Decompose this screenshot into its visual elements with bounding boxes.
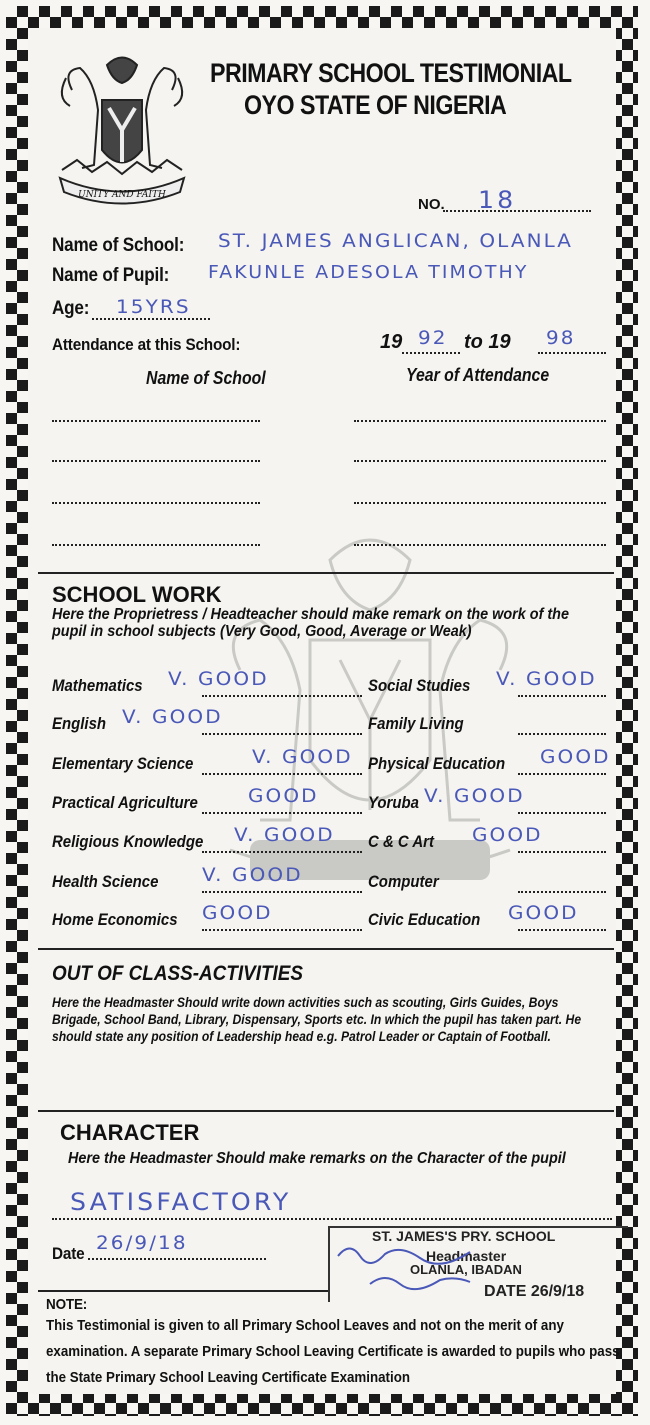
school-work-heading: SCHOOL WORK (52, 582, 222, 607)
subject-remark[interactable]: V. GOOD (202, 864, 303, 886)
subject-remark[interactable]: V. GOOD (424, 785, 525, 807)
note-label: NOTE: (46, 1296, 88, 1313)
character-dots (52, 1218, 612, 1220)
section-divider (38, 572, 614, 574)
date-dots (88, 1258, 266, 1260)
subject-remark-dots (518, 812, 606, 814)
subject-remark-dots (202, 851, 362, 853)
attendance-to-prefix: to 19 (464, 331, 511, 353)
subject-remark[interactable]: GOOD (508, 902, 579, 924)
subject-label: Elementary Science (52, 754, 194, 773)
subject-label: Yoruba (368, 793, 419, 812)
subject-label: Practical Agriculture (52, 793, 198, 812)
character-instructions: Here the Headmaster Should make remarks on the Character of the pupil (68, 1150, 566, 1167)
subject-remark-dots (518, 773, 606, 775)
number-label: NO. (418, 196, 445, 213)
subject-label: Home Economics (52, 910, 178, 929)
activities-instructions: Here the Headmaster Should write down activities such as scouting, Girls Guides, Boys Brigade, School Band, Library, Dispensary, Sports etc. In which the pupil has taken part. He should state any position of Leadership head e.g. Patrol Leader or Captain of Football. (52, 995, 582, 1044)
subject-label: English (52, 714, 107, 733)
attendance-to-value[interactable]: 98 (546, 327, 576, 349)
section-divider-3 (38, 1110, 614, 1112)
col-school-header: Name of School (146, 368, 266, 388)
subject-remark-dots (202, 891, 362, 893)
school-name-value[interactable]: ST. JAMES ANGLICAN, OLANLA (218, 230, 574, 252)
subject-remark-dots (202, 812, 362, 814)
school-row-1 (52, 420, 260, 422)
subject-remark-dots (518, 851, 606, 853)
subject-remark-dots (202, 733, 362, 735)
subject-label: Civic Education (368, 910, 481, 929)
stamp-line-1: ST. JAMES'S PRY. SCHOOL (372, 1228, 556, 1244)
subject-remark-dots (202, 929, 362, 931)
attendance-from-dots (402, 352, 460, 354)
year-row-4 (354, 544, 606, 546)
stamp-role: Headmaster (426, 1248, 507, 1264)
age-dots (92, 318, 210, 320)
subject-remark[interactable]: V. GOOD (122, 706, 223, 728)
title-line-1: PRIMARY SCHOOL TESTIMONIAL (210, 58, 572, 88)
motto-text: UNITY AND FAITH (78, 190, 166, 200)
subject-label: Physical Education (368, 754, 506, 773)
year-row-1 (354, 420, 606, 422)
subject-label: C & C Art (368, 832, 434, 851)
subject-label: Social Studies (368, 676, 471, 695)
school-row-4 (52, 544, 260, 546)
number-dots (443, 210, 591, 212)
subject-label: Health Science (52, 872, 159, 891)
character-remark[interactable]: SATISFACTORY (70, 1188, 292, 1216)
col-year-header: Year of Attendance (406, 365, 550, 385)
school-work-instructions: Here the Proprietress / Headteacher should make remark on the work of the pupil in school subjects (Very Good, Good, Average or Weak) (52, 606, 569, 640)
attendance-label: Attendance at this School: (52, 335, 241, 354)
subject-label: Computer (368, 872, 439, 891)
school-name-label: Name of School: (52, 235, 185, 256)
subject-label: Religious Knowledge (52, 832, 204, 851)
subject-label: Family Living (368, 714, 464, 733)
attendance-from-prefix: 19 (380, 331, 403, 353)
age-label: Age: (52, 298, 90, 319)
school-row-3 (52, 502, 260, 504)
coat-of-arms-emblem (52, 50, 192, 210)
title-line-2: OYO STATE OF NIGERIA (244, 90, 507, 120)
subject-remark-dots (518, 891, 606, 893)
subject-remark[interactable]: GOOD (540, 746, 611, 768)
attendance-from-value[interactable]: 92 (418, 327, 448, 349)
subject-remark[interactable]: GOOD (472, 824, 543, 846)
note-text: This Testimonial is given to all Primary School Leaves and not on the merit of any examination. A separate Primary School Leaving Certificate is awarded to pupils who pass the State Primary School Leaving Certificate Examination (46, 1318, 620, 1386)
attendance-to-dots (538, 352, 606, 354)
headmaster-signature (330, 1236, 490, 1296)
subject-remark-dots (202, 695, 362, 697)
subject-remark[interactable]: V. GOOD (168, 668, 269, 690)
date-value[interactable]: 26/9/18 (96, 1232, 188, 1254)
stamp-date: DATE 26/9/18 (484, 1283, 585, 1300)
subject-remark-dots (518, 929, 606, 931)
number-value[interactable]: 18 (478, 186, 517, 214)
section-divider-2 (38, 948, 614, 950)
section-divider-4 (38, 1290, 328, 1292)
pupil-name-value[interactable]: FAKUNLE ADESOLA TIMOTHY (208, 262, 529, 283)
date-label: Date (52, 1244, 85, 1263)
age-value[interactable]: 15YRS (116, 296, 191, 318)
year-row-3 (354, 502, 606, 504)
subject-remark[interactable]: GOOD (248, 785, 319, 807)
activities-heading: OUT OF CLASS-ACTIVITIES (52, 962, 303, 985)
subject-remark[interactable]: GOOD (202, 902, 273, 924)
pupil-name-label: Name of Pupil: (52, 265, 170, 286)
subject-label: Mathematics (52, 676, 143, 695)
year-row-2 (354, 460, 606, 462)
subject-remark-dots (202, 773, 362, 775)
school-row-2 (52, 460, 260, 462)
character-heading: CHARACTER (60, 1120, 200, 1145)
subject-remark[interactable]: V. GOOD (234, 824, 335, 846)
subject-remark[interactable]: V. GOOD (496, 668, 597, 690)
stamp-line-2: OLANLA, IBADAN (410, 1262, 522, 1277)
subject-remark-dots (518, 733, 606, 735)
subject-remark[interactable]: V. GOOD (252, 746, 353, 768)
subject-remark-dots (518, 695, 606, 697)
